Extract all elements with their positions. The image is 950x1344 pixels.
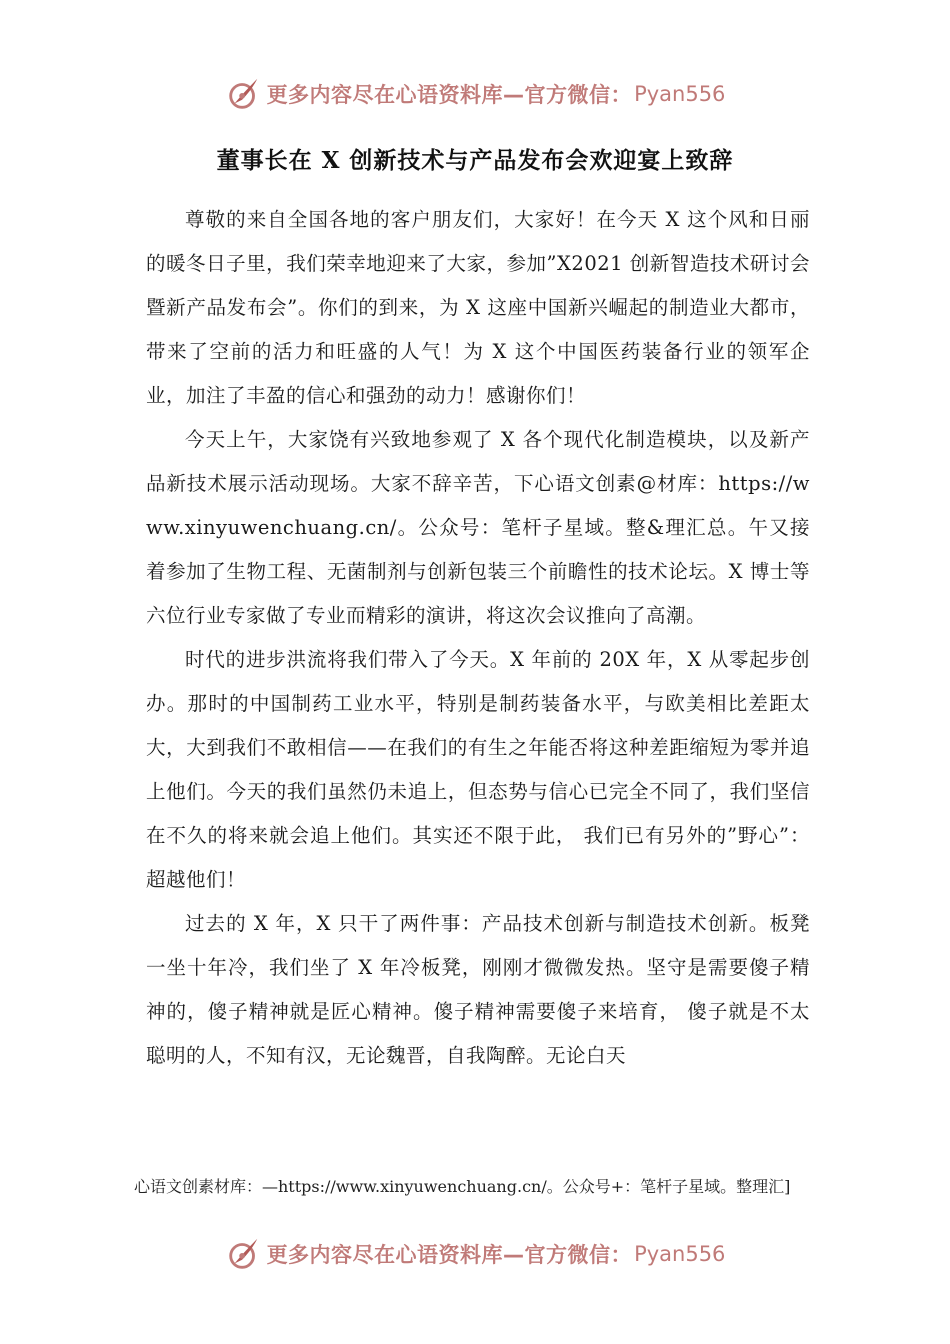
quill-seal-icon	[225, 75, 263, 113]
paragraph-3: 时代的进步洪流将我们带入了今天。X 年前的 20X 年，X 从零起步创办。那时的中国制药工业水平，特别是制药装备水平，与欧美相比差距太大，大到我们不敢相信——在我们的有生之年能否将这种差距缩短为零并追上他们。今天的我们虽然仍未追上，但态势与信心已完全不同了，我们坚信在不久的将来就会追上他们。其实还不限于此， 我们已有另外的”野心”：超越他们！	[146, 648, 810, 891]
banner-wechat-id: Pyan556	[634, 82, 726, 106]
document-title: 董事长在 X 创新技术与产品发布会欢迎宴上致辞	[216, 147, 734, 174]
paragraph-2: 今天上午，大家饶有兴致地参观了 X 各个现代化制造模块，以及新产品新技术展示活动现场。大家不辞辛苦，下心语文创素@材库：https://www.xinyuwenchuang.cn/。公众号：笔杆子星域。整&理汇总。午又接着参加了生物工程、无菌制剂与创新包装三个前瞻性的技术论坛。X 博士等六位行业专家做了专业而精彩的演讲，将这次会议推向了高潮。	[146, 428, 810, 627]
banner-text: 更多内容尽在心语资料库—官方微信：	[266, 1243, 633, 1267]
footer-note: 心语文创素材库：—https://www.xinyuwenchuang.cn/。公众号+：笔杆子星域。整理汇]	[134, 1177, 791, 1196]
quill-seal-icon	[225, 1235, 263, 1273]
paragraph-4: 过去的 X 年，X 只干了两件事：产品技术创新与制造技术创新。板凳一坐十年冷，我们坐了 X 年冷板凳，刚刚才微微发热。坚守是需要傻子精神的，傻子精神就是匠心精神。傻子精神需要傻子来培育， 傻子就是不太聪明的人，不知有汉，无论魏晋，自我陶醉。无论白天	[146, 912, 810, 1067]
banner-wechat-id: Pyan556	[634, 1242, 726, 1266]
document-body	[146, 198, 810, 1078]
top-banner	[0, 72, 950, 116]
bottom-banner	[0, 1232, 950, 1276]
paragraph-1: 尊敬的来自全国各地的客户朋友们，大家好！在今天 X 这个风和日丽的暖冬日子里，我们荣幸地迎来了大家，参加”X2021 创新智造技术研讨会暨新产品发布会”。你们的到来，为 X 这座中国新兴崛起的制造业大都市，带来了空前的活力和旺盛的人气！为 X 这个中国医药装备行业的领军企业，加注了丰盈的信心和强劲的动力！感谢你们！	[146, 208, 810, 407]
banner-text: 更多内容尽在心语资料库—官方微信：	[266, 83, 633, 107]
